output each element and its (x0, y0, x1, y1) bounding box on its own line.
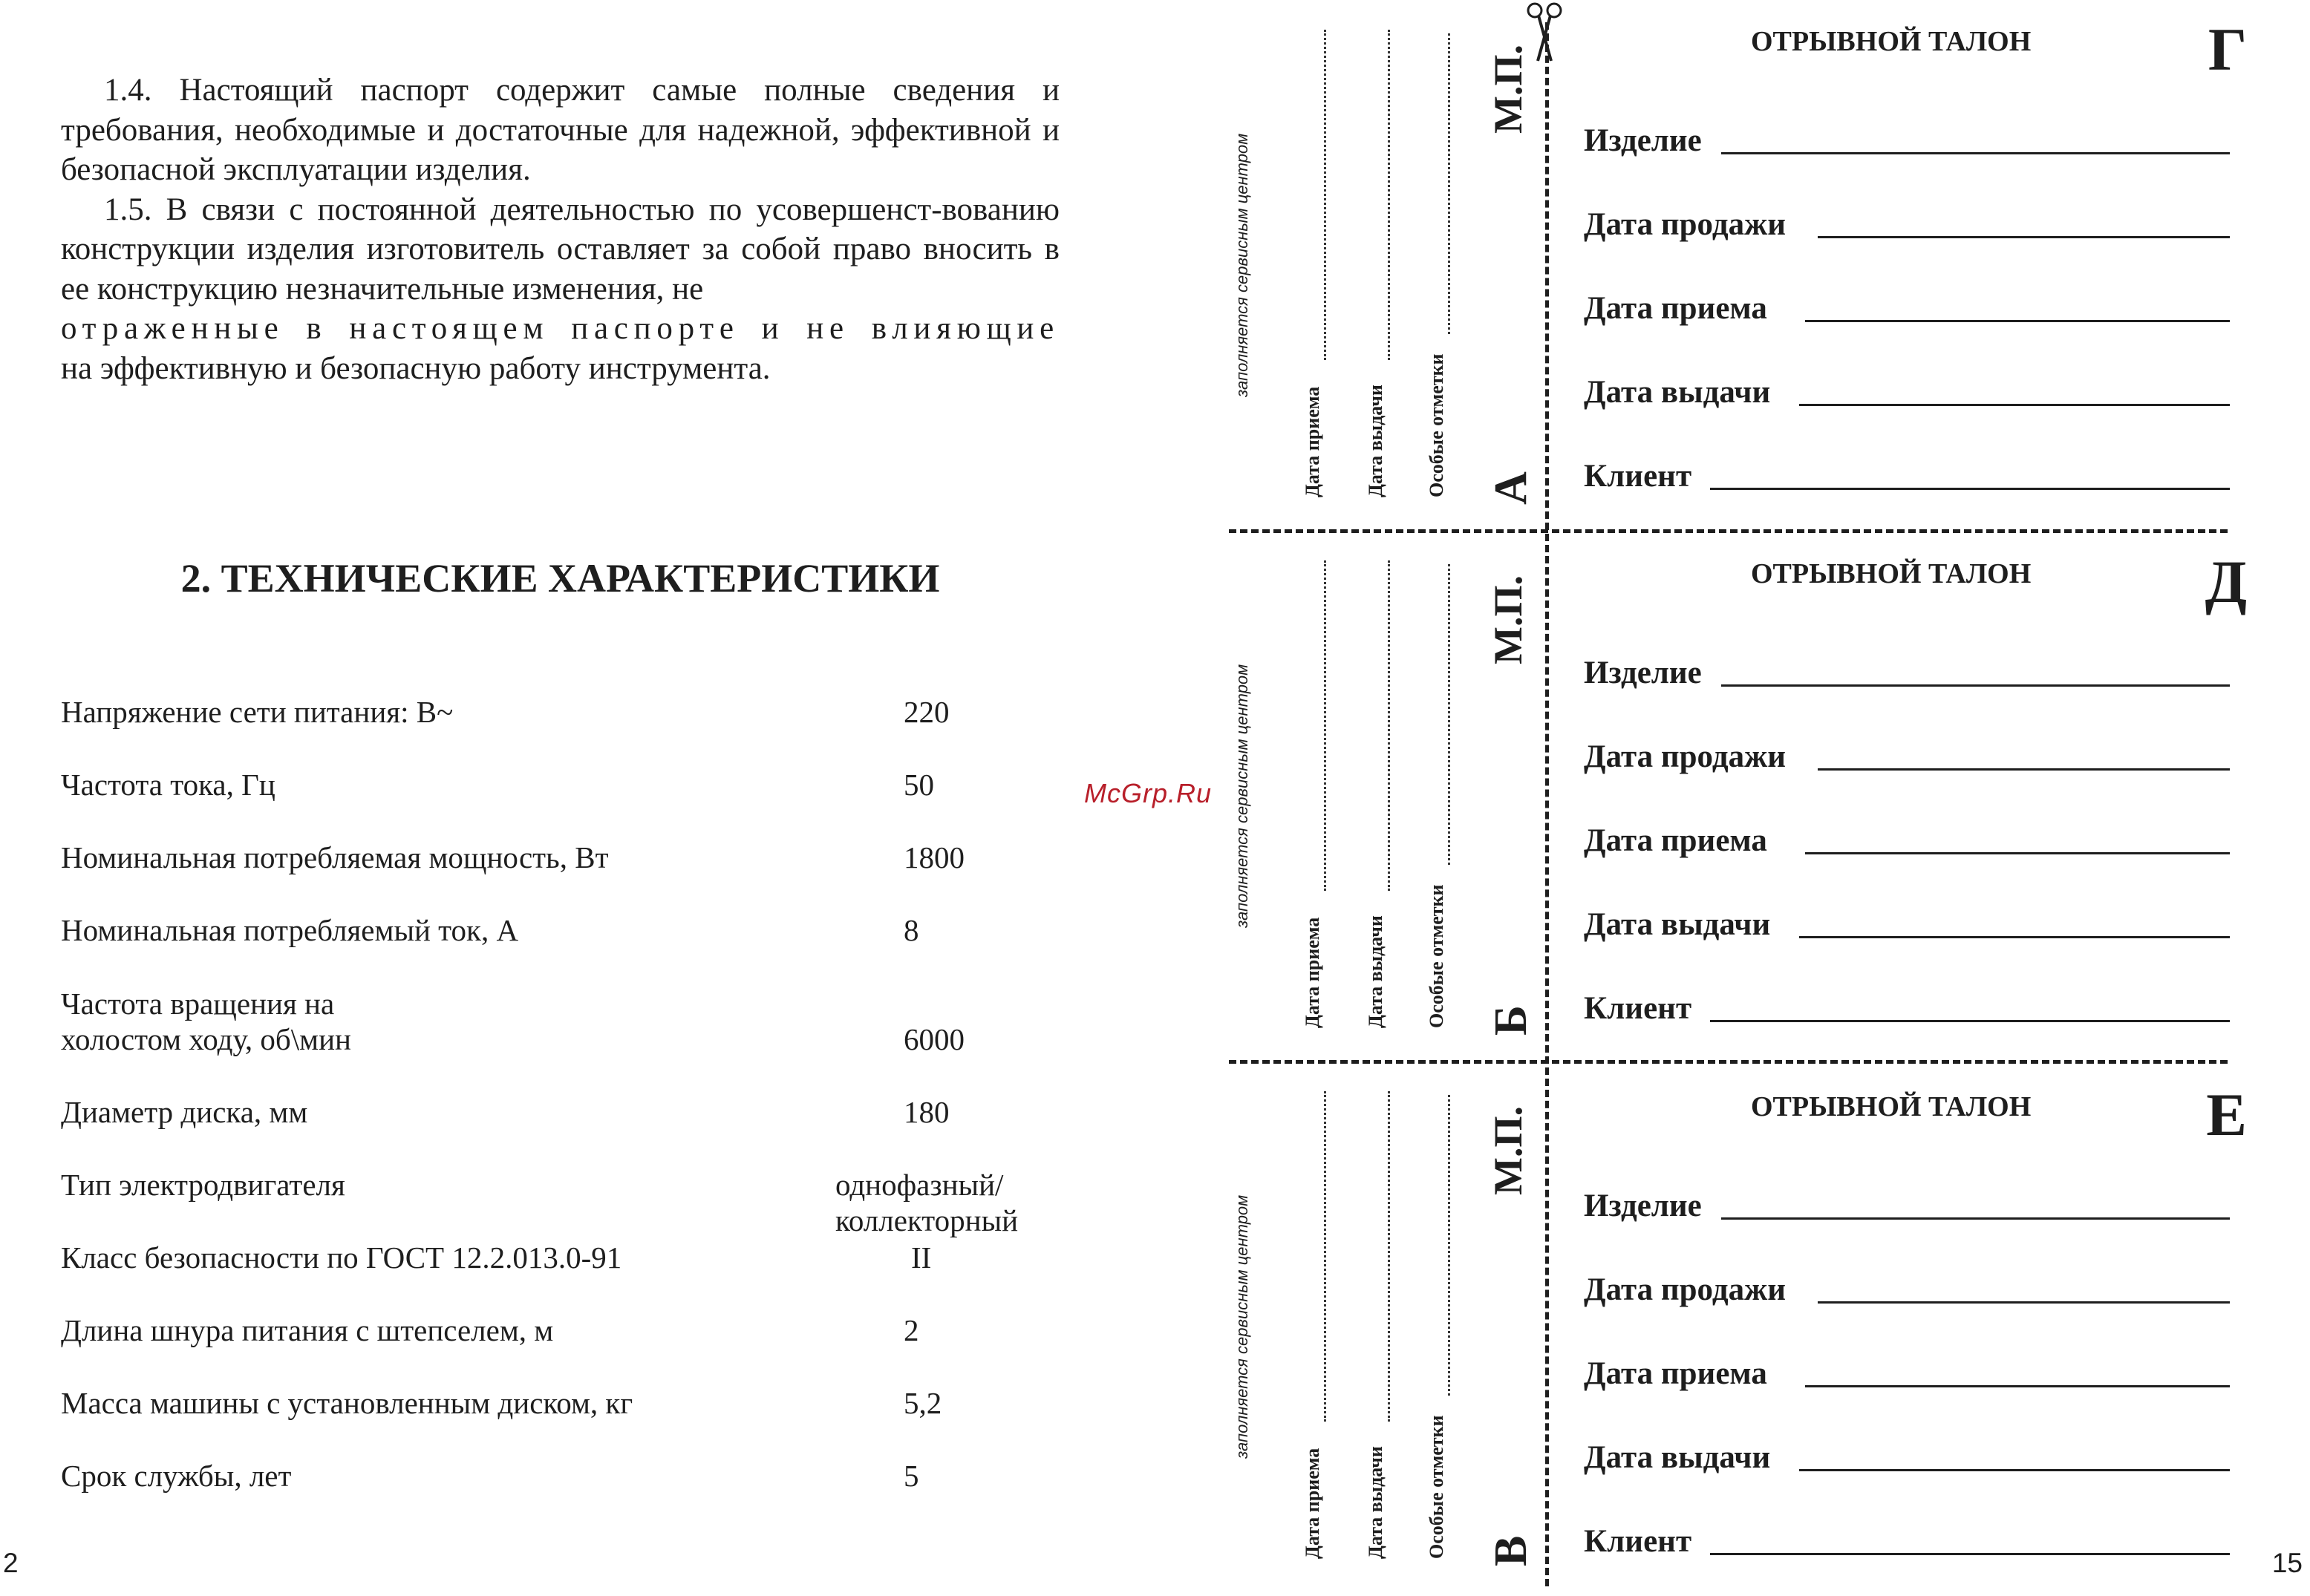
spec-row (61, 1458, 1100, 1532)
spec-label: Диаметр диска, мм (61, 1095, 308, 1129)
field-label: Дата выдачи (1584, 375, 1771, 410)
spec-row (61, 840, 1100, 914)
date-received-label: Дата приема (1302, 386, 1323, 497)
spec-label: Тип электродвигателя (61, 1168, 345, 1202)
spec-label: Срок службы, лет (61, 1459, 292, 1493)
tear-off-ticket-g (1547, 0, 2256, 531)
tear-off-ticket-d (1547, 532, 2256, 1063)
field-label: Дата приема (1584, 291, 1767, 326)
spec-label: Частота тока, Гц (61, 768, 275, 802)
spec-row (61, 1167, 1100, 1241)
dotted-line (1388, 1091, 1390, 1422)
product-field[interactable] (1584, 1184, 2230, 1229)
spec-row (61, 1385, 1100, 1459)
fill-line (1799, 1469, 2230, 1471)
special-notes-label: Особые отметки (1426, 1415, 1447, 1559)
service-note: заполняется сервисным центром (1233, 1194, 1251, 1459)
stub-a (1188, 0, 1544, 531)
stub-letter: Б (1486, 1005, 1536, 1036)
issue-date-field[interactable] (1584, 1436, 2230, 1480)
ticket-letter: Д (2205, 548, 2247, 615)
spec-label: Номинальная потребляемая мощность, Вт (61, 840, 609, 874)
fill-line (1799, 936, 2230, 938)
spec-value: 5 (904, 1459, 919, 1493)
tear-off-ticket-e (1547, 1065, 2256, 1596)
client-field[interactable] (1584, 1520, 2230, 1564)
spec-label: Масса машины с установленным диском, кг (61, 1386, 633, 1420)
spec-value: 6000 (904, 1022, 965, 1056)
field-label: Дата выдачи (1584, 1440, 1771, 1475)
ticket-title: ОТРЫВНОЙ ТАЛОН (1751, 558, 2032, 589)
spec-row (61, 1094, 1100, 1168)
stub-c (1188, 1062, 1544, 1592)
special-notes-label: Особые отметки (1426, 884, 1447, 1028)
fill-line (1721, 152, 2230, 154)
fill-line (1799, 404, 2230, 406)
field-label: Дата приема (1584, 1356, 1767, 1391)
field-label: Изделие (1584, 655, 1702, 690)
date-received-label: Дата приема (1302, 917, 1323, 1028)
spec-row (61, 1240, 1100, 1314)
field-label: Дата выдачи (1584, 907, 1771, 942)
dotted-line (1324, 1091, 1326, 1422)
page-number-right: 15 (2271, 1548, 2303, 1578)
paragraph-1-4: 1.4. Настоящий паспорт содержит самые полные сведения и требования, необходимые и достаточные для надежной, эффективной и безопасной эксплуатации изделия. (61, 73, 1060, 187)
dotted-line (1324, 30, 1326, 360)
dotted-line (1388, 30, 1390, 360)
field-label: Клиент (1584, 459, 1692, 494)
field-label: Клиент (1584, 1524, 1692, 1559)
issue-date-field[interactable] (1584, 903, 2230, 947)
ticket-letter: Е (2206, 1081, 2247, 1148)
ticket-letter: Г (2208, 16, 2247, 83)
field-label: Дата продажи (1584, 207, 1787, 242)
spec-label: Длина шнура питания с штепселем, м (61, 1313, 554, 1347)
fill-line (1805, 1385, 2230, 1387)
receive-date-field[interactable] (1584, 287, 2230, 331)
stamp-label: М.П. (1486, 1106, 1530, 1195)
field-label: Изделие (1584, 1188, 1702, 1223)
dotted-line (1324, 560, 1326, 891)
dotted-line (1448, 1095, 1450, 1396)
spec-label: Номинальная потребляемый ток, А (61, 913, 519, 947)
stub-letter: А (1486, 471, 1536, 505)
stamp-label: М.П. (1486, 45, 1530, 134)
dotted-line (1388, 560, 1390, 891)
section-title: 2. ТЕХНИЧЕСКИЕ ХАРАКТЕРИСТИКИ (180, 556, 940, 601)
fill-line (1818, 768, 2230, 771)
stamp-label: М.П. (1486, 575, 1530, 664)
fill-line (1805, 320, 2230, 322)
date-issued-label: Дата выдачи (1365, 385, 1386, 497)
spec-value: 1800 (904, 840, 965, 874)
date-received-label: Дата приема (1302, 1448, 1323, 1559)
spec-value: II (911, 1240, 932, 1275)
client-field[interactable] (1584, 454, 2230, 499)
spec-value: 2 (904, 1313, 919, 1347)
field-label: Дата продажи (1584, 739, 1787, 774)
spec-label: Класс безопасности по ГОСТ 12.2.013.0-91 (61, 1240, 622, 1275)
spec-value: 180 (904, 1095, 950, 1129)
spec-row (61, 694, 1100, 768)
stub-letter: В (1486, 1535, 1536, 1566)
field-label: Дата продажи (1584, 1272, 1787, 1307)
fill-line (1710, 1553, 2230, 1555)
paragraph-1-5-last-line: на эффективную и безопасную работу инструмента. (61, 350, 771, 386)
issue-date-field[interactable] (1584, 370, 2230, 415)
sale-date-field[interactable] (1584, 735, 2230, 779)
spec-row (61, 986, 1100, 1060)
service-note: заполняется сервисным центром (1233, 133, 1251, 397)
spec-value: 220 (904, 695, 950, 729)
fill-line (1710, 1020, 2230, 1022)
fill-line (1805, 852, 2230, 854)
spec-row (61, 912, 1100, 987)
field-label: Изделие (1584, 123, 1702, 158)
receive-date-field[interactable] (1584, 819, 2230, 863)
ticket-title: ОТРЫВНОЙ ТАЛОН (1751, 26, 2032, 57)
spec-value: однофазный/ (835, 1168, 1004, 1202)
spec-value: 5,2 (904, 1386, 942, 1420)
receive-date-field[interactable] (1584, 1352, 2230, 1396)
date-issued-label: Дата выдачи (1365, 915, 1386, 1028)
spec-value: 8 (904, 913, 919, 947)
ticket-title: ОТРЫВНОЙ ТАЛОН (1751, 1091, 2032, 1122)
paragraph-1-5: 1.5. В связи с постоянной деятельностью по усовершенст-вованию конструкции изделия изготовитель оставляет за собой право вносить в ее конструкцию незначительные изменения, не (61, 192, 1060, 307)
product-field[interactable] (1584, 651, 2230, 696)
fill-line (1721, 684, 2230, 687)
fill-line (1721, 1217, 2230, 1220)
paragraph-1-5-spaced-line: отраженные в настоящем паспорте и не влияющие (61, 311, 1060, 346)
spec-label-line-2: холостом ходу, об\мин (61, 1022, 351, 1056)
fill-line (1710, 488, 2230, 490)
spec-value-line-2: коллекторный (835, 1203, 1019, 1237)
watermark: McGrp.Ru (1084, 778, 1213, 808)
special-notes-label: Особые отметки (1426, 353, 1447, 497)
spec-value: 50 (904, 768, 934, 802)
product-field[interactable] (1584, 119, 2230, 163)
date-issued-label: Дата выдачи (1365, 1446, 1386, 1559)
spec-row (61, 1312, 1100, 1387)
sale-date-field[interactable] (1584, 203, 2230, 247)
client-field[interactable] (1584, 987, 2230, 1031)
sale-date-field[interactable] (1584, 1268, 2230, 1312)
intro-text (61, 71, 1060, 388)
stub-b (1188, 531, 1544, 1062)
dotted-line (1448, 33, 1450, 334)
spec-label: Напряжение сети питания: В~ (61, 695, 454, 729)
fill-line (1818, 236, 2230, 238)
spec-row (61, 767, 1100, 841)
fill-line (1818, 1301, 2230, 1304)
field-label: Клиент (1584, 991, 1692, 1026)
dotted-line (1448, 564, 1450, 865)
field-label: Дата приема (1584, 823, 1767, 858)
spec-label: Частота вращения на (61, 987, 335, 1021)
page-number-left: 2 (3, 1548, 19, 1578)
service-note: заполняется сервисным центром (1233, 664, 1251, 928)
